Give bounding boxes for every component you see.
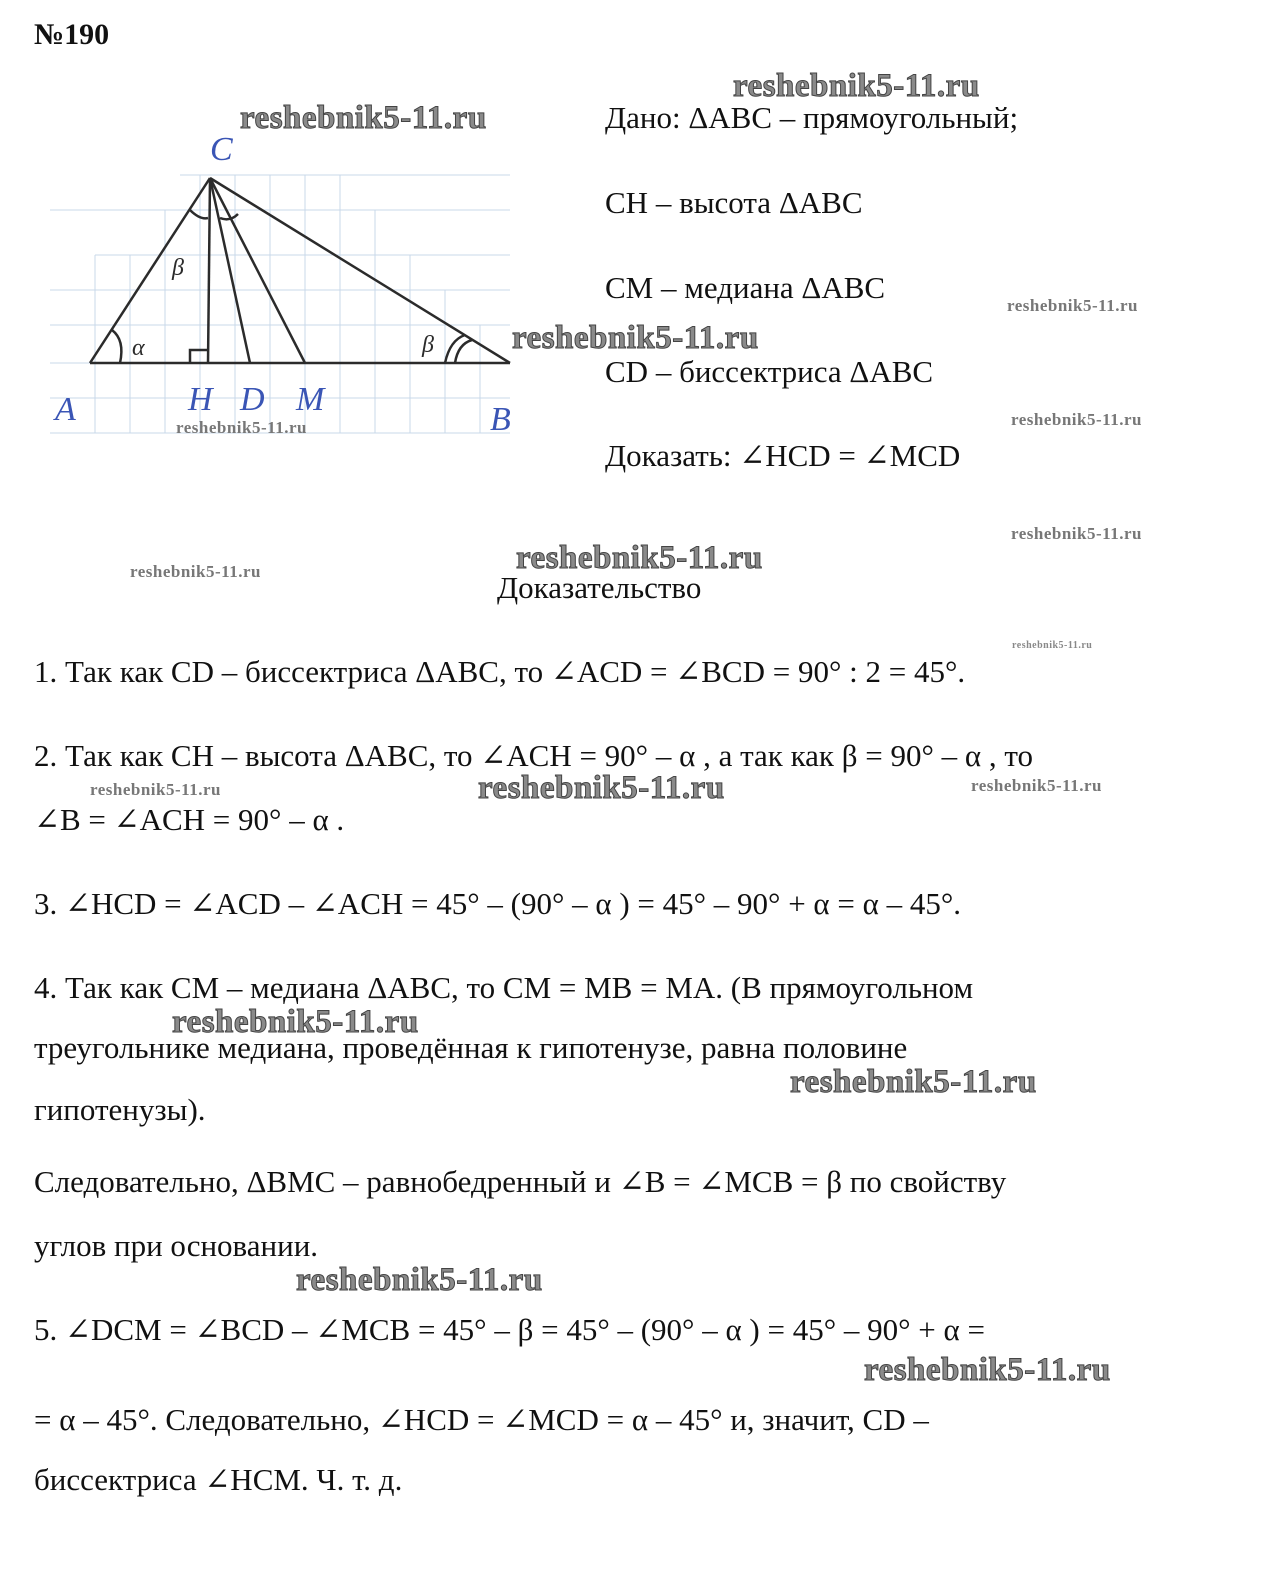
- angle-arc-c1: [190, 210, 208, 218]
- watermark: reshebnik5-11.ru: [172, 1004, 419, 1040]
- label-alpha: α: [132, 335, 145, 361]
- proof-step-5a: 5. ∠DCM = ∠BCD – ∠MCB = 45° – β = 45° – (90° – α ) = 45° – 90° + α =: [34, 1312, 985, 1347]
- watermark: reshebnik5-11.ru: [130, 562, 261, 581]
- angle-labels: [132, 255, 434, 361]
- watermark: reshebnik5-11.ru: [1011, 410, 1142, 429]
- watermark: reshebnik5-11.ru: [240, 100, 487, 136]
- proof-step-4a: 4. Так как CM – медиана ΔABC, то CM = MB = MA. (В прямоугольном: [34, 970, 974, 1005]
- given-line-2: CH – высота ΔABC: [605, 185, 863, 220]
- label-d: D: [240, 381, 265, 418]
- label-m: M: [296, 381, 325, 418]
- proof-step-2a: 2. Так как CH – высота ΔABC, то ∠ACH = 90° – α , а так как β = 90° – α , то: [34, 738, 1034, 773]
- watermark: reshebnik5-11.ru: [296, 1262, 543, 1298]
- given-line-1: Дано: ΔABC – прямоугольный;: [605, 100, 1019, 135]
- right-angle-mark: [190, 350, 208, 363]
- triangle-diagram: [40, 130, 540, 440]
- watermark: reshebnik5-11.ru: [864, 1352, 1111, 1388]
- proof-step-2b: ∠B = ∠ACH = 90° – α .: [34, 802, 345, 837]
- proof-step-5c: биссектриса ∠HCM. Ч. т. д.: [34, 1462, 403, 1497]
- watermark: reshebnik5-11.ru: [733, 68, 980, 104]
- bisector-cd: [210, 178, 250, 363]
- angle-arc-b2: [455, 340, 472, 363]
- label-h: H: [188, 381, 213, 418]
- height-ch: [208, 178, 210, 363]
- watermark: reshebnik5-11.ru: [90, 780, 221, 799]
- given-line-5: Доказать: ∠HCD = ∠MCD: [605, 438, 961, 473]
- given-line-3: CM – медиана ΔABC: [605, 270, 886, 305]
- proof-step-4b: треугольнике медиана, проведённая к гипотенузе, равна половине: [34, 1030, 908, 1065]
- proof-heading: Доказательство: [497, 570, 702, 605]
- watermark: reshebnik5-11.ru: [176, 418, 307, 437]
- grid-background: [50, 175, 510, 433]
- label-c: C: [210, 131, 233, 168]
- watermark: reshebnik5-11.ru: [512, 320, 759, 356]
- watermark: reshebnik5-11.ru: [478, 770, 725, 806]
- angle-arc-a: [112, 330, 121, 363]
- proof-step-3: 3. ∠HCD = ∠ACD – ∠ACH = 45° – (90° – α ) = 45° – 90° + α = α – 45°.: [34, 886, 962, 921]
- triangle-lines: [90, 178, 510, 363]
- watermark: reshebnik5-11.ru: [790, 1064, 1037, 1100]
- figure-labels: [53, 131, 511, 438]
- label-beta-right: β: [422, 332, 434, 358]
- proof-step-4c: гипотенузы).: [34, 1092, 206, 1127]
- watermark: reshebnik5-11.ru: [516, 540, 763, 576]
- median-cm: [210, 178, 305, 363]
- proof-step-4d: Следовательно, ΔBMC – равнобедренный и ∠B = ∠MCB = β по свойству: [34, 1164, 1007, 1199]
- proof-step-5b: = α – 45°. Следовательно, ∠HCD = ∠MCD = α – 45° и, значит, CD –: [34, 1402, 929, 1437]
- side-ac: [90, 178, 210, 363]
- label-a: A: [55, 391, 76, 428]
- problem-number: №190: [34, 18, 110, 51]
- watermark: reshebnik5-11.ru: [1011, 524, 1142, 543]
- watermark: reshebnik5-11.ru: [1007, 296, 1138, 315]
- label-b: B: [490, 401, 511, 438]
- label-beta-left: β: [172, 255, 184, 281]
- proof-step-4e: углов при основании.: [34, 1228, 319, 1263]
- watermark: reshebnik5-11.ru: [1012, 640, 1093, 651]
- watermark: reshebnik5-11.ru: [971, 776, 1102, 795]
- given-line-4: CD – биссектриса ΔABC: [605, 354, 934, 389]
- proof-step-1: 1. Так как CD – биссектриса ΔABC, то ∠ACD = ∠BCD = 90° : 2 = 45°.: [34, 654, 966, 689]
